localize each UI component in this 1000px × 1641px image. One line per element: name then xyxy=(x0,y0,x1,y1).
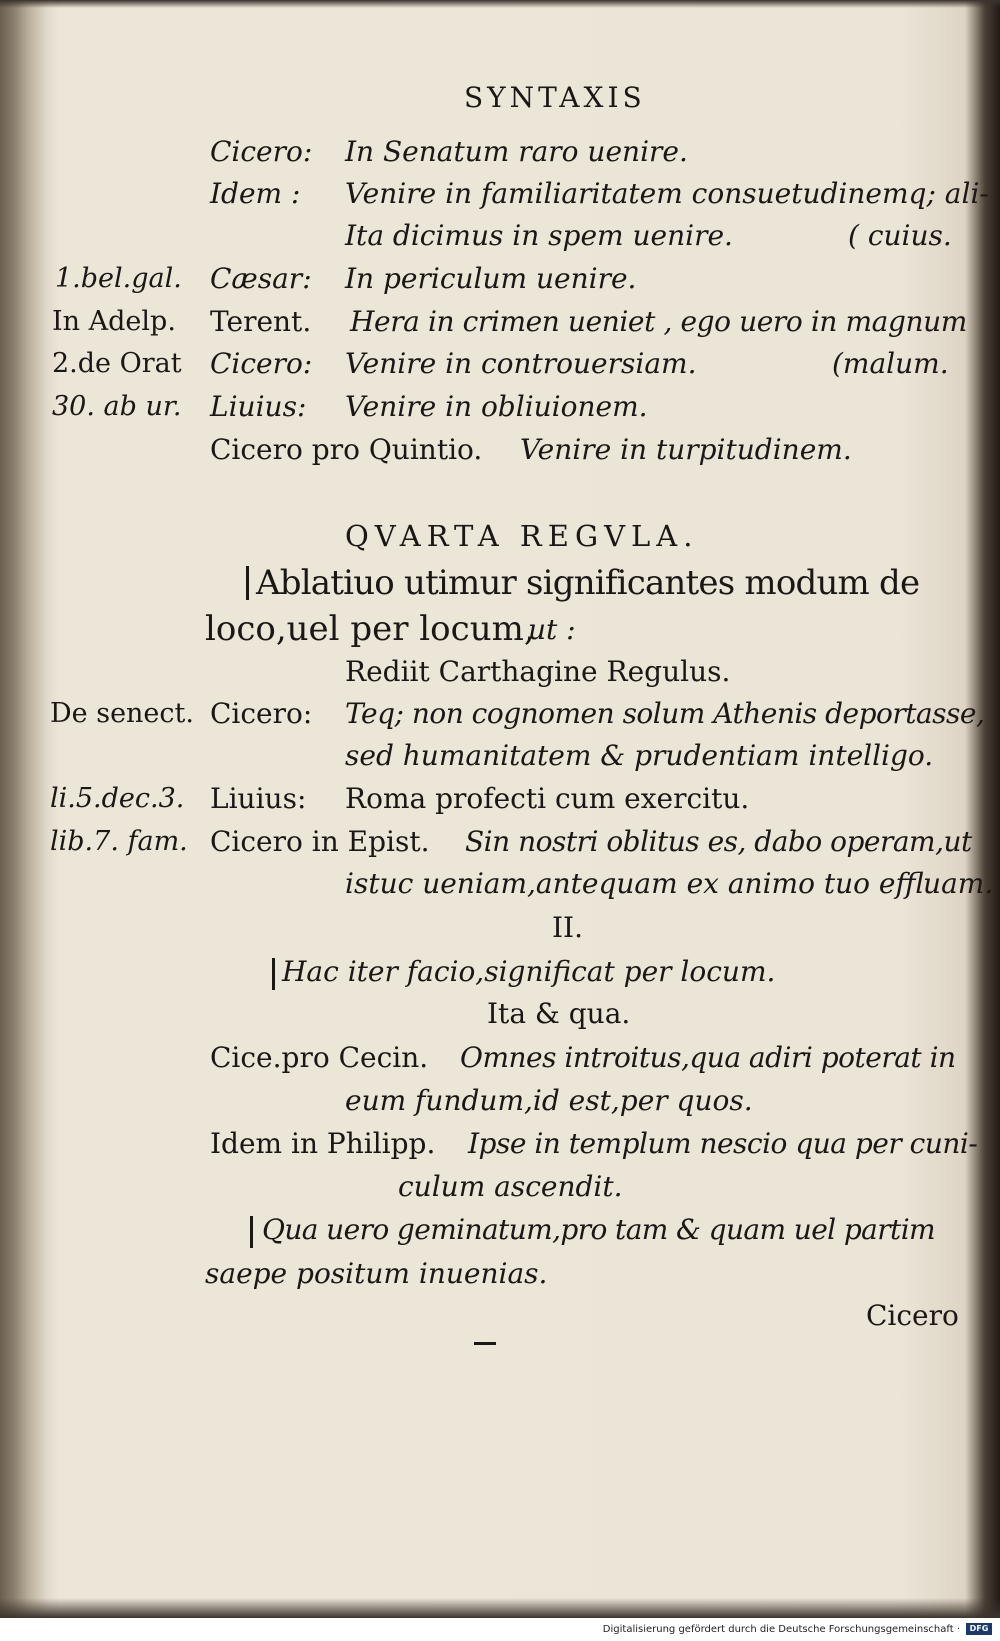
example-teq: Teq; non cognomen solum Athenis deportasse, xyxy=(345,697,985,730)
text-line-6: Venire in controuersiam. xyxy=(345,347,697,380)
ref-bel-gal: 1.bel.gal. xyxy=(55,263,182,294)
example-omnes-2: eum fundum,id est,per quos. xyxy=(345,1084,753,1117)
example-ipse-2: culum ascendit. xyxy=(398,1170,623,1203)
paragraph-mark xyxy=(246,566,249,600)
text-line-7: Venire in obliuionem. xyxy=(345,390,648,423)
author-cice-pro-cecin: Cice.pro Cecin. xyxy=(210,1041,429,1074)
example-rediit: Rediit Carthagine Regulus. xyxy=(345,655,731,688)
dfg-logo: DFG xyxy=(966,1623,992,1635)
example-omnes: Omnes introitus,qua adiri poterat in xyxy=(460,1041,956,1074)
section-text-1: Hac iter facio,significat per locum. xyxy=(282,955,776,988)
ref-ab-ur: 30. ab ur. xyxy=(52,391,182,422)
text-line-4: In periculum uenire. xyxy=(345,262,637,295)
example-teq-2: sed humanitatem & prudentiam intelligo. xyxy=(345,739,934,772)
author-liuius-2: Liuius: xyxy=(210,782,307,815)
text-line-1: In Senatum raro uenire. xyxy=(345,135,688,168)
section-text-2: Ita & qua. xyxy=(487,997,631,1030)
ref-de-orat: 2.de Orat xyxy=(52,348,182,379)
running-header: SYNTAXIS xyxy=(464,81,646,114)
rule-text-1: Ablatiuo utimur significantes modum de xyxy=(256,563,920,603)
paragraph-mark-3 xyxy=(250,1216,253,1248)
ref-de-senect: De senect. xyxy=(50,698,194,729)
paragraph-mark-2 xyxy=(272,958,275,990)
page-bottom-shadow xyxy=(0,1598,1000,1618)
text-line-3: Ita dicimus in spem uenire. xyxy=(345,219,733,252)
author-idem-philipp: Idem in Philipp. xyxy=(210,1127,436,1160)
author-caesar: Cæsar: xyxy=(210,262,312,295)
rule-heading: QVARTA REGVLA. xyxy=(345,519,699,553)
example-sin: Sin nostri oblitus es, dabo operam,ut xyxy=(465,825,972,858)
footer-credit: Digitalisierung gefördert durch die Deutsche Forschungsgemeinschaft · xyxy=(602,1624,960,1635)
example-sin-2: istuc ueniam,antequam ex animo tuo effluam. xyxy=(345,867,994,900)
text-line-8: Venire in turpitudinem. xyxy=(520,433,852,466)
note-text-2: saepe positum inuenias. xyxy=(205,1257,548,1290)
text-line-6-end: (malum. xyxy=(832,347,949,380)
section-numeral: II. xyxy=(552,911,584,944)
text-line-5: Hera in crimen ueniet , ego uero in magnum xyxy=(350,305,967,338)
author-terent: Terent. xyxy=(210,305,312,338)
signature-mark xyxy=(474,1342,496,1345)
author-cicero-epist: Cicero in Epist. xyxy=(210,825,430,858)
text-line-3-end: ( cuius. xyxy=(848,219,952,252)
author-cicero-3: Cicero: xyxy=(210,697,313,730)
ref-dec: li.5.dec.3. xyxy=(50,783,185,814)
page-top-shadow xyxy=(0,0,1000,8)
catchword: Cicero xyxy=(866,1299,959,1332)
text-line-2: Venire in familiaritatem consuetudinemq; ali- xyxy=(345,177,989,210)
rule-text-2: loco,uel per locum, xyxy=(205,609,535,649)
author-cicero-pro-quintio: Cicero pro Quintio. xyxy=(210,433,483,466)
author-liuius: Liuius: xyxy=(210,390,307,423)
author-idem: Idem : xyxy=(210,177,301,210)
author-cicero-2: Cicero: xyxy=(210,347,313,380)
ref-in-adelp: In Adelp. xyxy=(52,306,176,337)
author-cicero: Cicero: xyxy=(210,135,313,168)
example-ipse: Ipse in templum nescio qua per cuni- xyxy=(468,1127,978,1160)
rule-text-2-ut: ut : xyxy=(528,613,576,646)
note-text-1: Qua uero geminatum,pro tam & quam uel partim xyxy=(262,1213,935,1246)
ref-lib-fam: lib.7. fam. xyxy=(50,826,188,857)
example-roma: Roma profecti cum exercitu. xyxy=(345,782,750,815)
